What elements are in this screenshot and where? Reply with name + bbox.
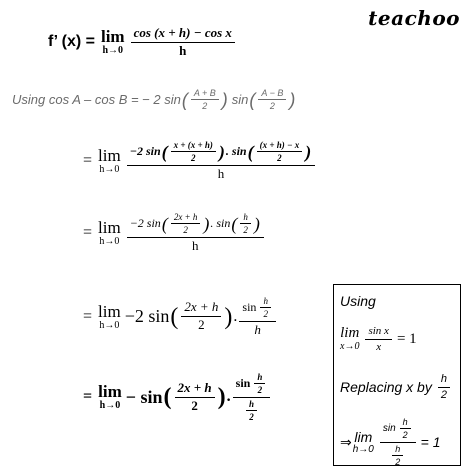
step-1: = lim h→0 −2 sin ( $\frac{x + (x + h)}{2}$ ) . sin ( $\frac{(x + h) - x}{2}$ ) h — [83, 140, 317, 182]
limit-operator: lim h→0 — [98, 301, 121, 331]
note-result: ⇒ lim h→0 sin $\frac{h}{2}$ $\frac{h}{2}$ = 1 — [340, 417, 441, 468]
identity-line: Using cos A – cos B = − 2 sin ( $\frac{A + B}{2}$ ) sin ( $\frac{A - B}{2}$ ) — [12, 88, 296, 112]
step-3: = lim h→0 −2 sin ( $\frac{2x + h}{2}$ ) . sin $\frac{h}{2}$ h — [83, 296, 278, 338]
note-box — [333, 284, 461, 466]
note-using: Using — [340, 293, 376, 309]
main-fraction: $\frac{\text{cos (x + h) − cos x}}{h}$ — [131, 26, 235, 59]
step-2-fraction: −2 sin ( $\frac{2x + h}{2}$ ) . sin ( $\frac{h}{2}$ ) h — [127, 212, 264, 254]
limit-operator: lim h→0 — [98, 145, 121, 175]
lhs: f’ (x) = — [48, 33, 95, 51]
limit-operator: lim h→0 — [98, 382, 122, 412]
step-2: = lim h→0 −2 sin ( $\frac{2x + h}{2}$ ) . sin ( $\frac{h}{2}$ ) h — [83, 212, 266, 254]
step-3-sin-fraction: sin $\frac{h}{2}$ h — [239, 296, 276, 338]
derivative-definition — [48, 26, 237, 59]
step-1-fraction: −2 sin ( $\frac{x + (x + h)}{2}$ ) . sin ( $\frac{(x + h) - x}{2}$ ) h — [127, 140, 316, 182]
limit-operator: lim h→0 — [98, 217, 121, 247]
limit-operator: lim h→0 — [100, 27, 125, 57]
note-standard-limit: lim x→0 $\frac{\text{sin x}}{x}$ = 1 — [340, 325, 417, 353]
note-replacing: Replacing x by $\frac{h}{2}$ — [340, 373, 452, 401]
step-4-sin-fraction: sin $\frac{h}{2}$ $\frac{h}{2}$ — [233, 372, 271, 422]
brand-logo: teachoo — [368, 6, 460, 30]
step-4: = lim h→0 − sin ( $\frac{2x + h}{2}$ ) . sin $\frac{h}{2}$ $\frac{h}{2}$ — [83, 372, 272, 422]
